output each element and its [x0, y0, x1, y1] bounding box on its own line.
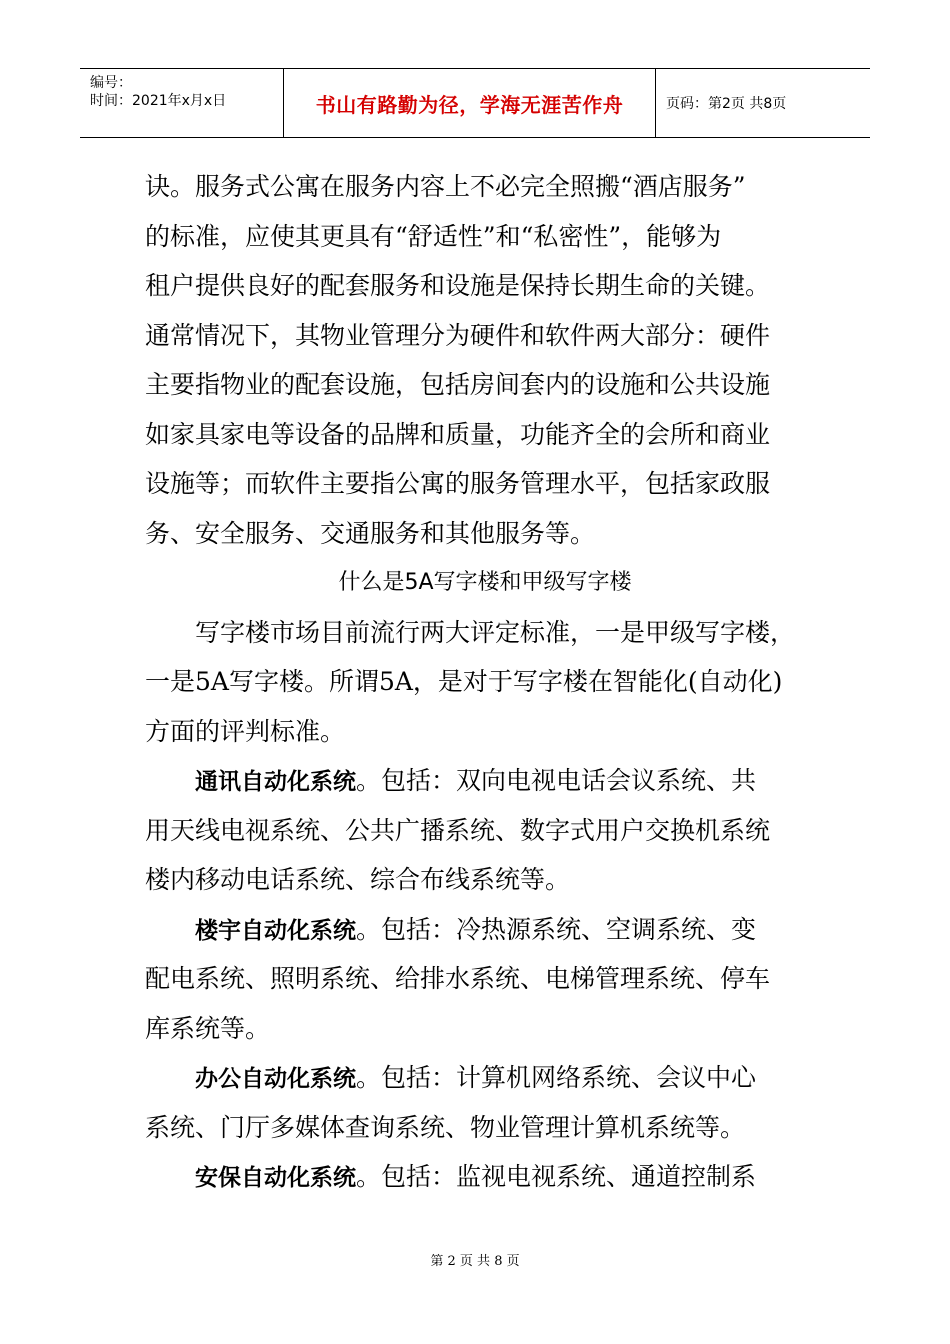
- text-line: 配电系统、照明系统、给排水系统、电梯管理系统、停车: [145, 964, 771, 993]
- header-info-cell: [80, 69, 284, 137]
- text-line: 方面的评判标准。: [145, 716, 346, 746]
- text-line: 如家具家电等设备的品牌和质量，功能齐全的会所和商业: [145, 419, 771, 449]
- subsection-title: 办公自动化系统: [195, 1066, 356, 1092]
- text-line: 用天线电视系统、公共广播系统、数字式用户交换机系统: [145, 815, 771, 845]
- text-line: 一是5A写字楼。所谓5A，是对于写字楼在智能化(自动化): [145, 667, 783, 696]
- text-line: 设施等；而软件主要指公寓的服务管理水平，包括家政服: [145, 469, 771, 498]
- subsection-first-line: [145, 905, 825, 955]
- text-line: 诀。服务式公寓在服务内容上不必完全照搬“酒店服务”: [145, 172, 746, 201]
- text-line: 租户提供良好的配套服务和设施是保持长期生命的关键。: [145, 271, 771, 300]
- text-line: 的标准，应使其更具有“舒适性”和“私密性”，能够为: [145, 221, 722, 251]
- subsection-text: 。包括：双向电视电话会议系统、共: [356, 766, 757, 795]
- subsection-first-line: [145, 1053, 825, 1103]
- page-header: [80, 68, 870, 138]
- text-line: 主要指物业的配套设施，包括房间套内的设施和公共设施: [145, 370, 771, 399]
- subsection-title: 楼宇自动化系统: [195, 917, 356, 944]
- header-motto: 书山有路勤为径，学海无涯苦作舟: [315, 92, 624, 117]
- header-page-number: 页码：第2页 共8页: [666, 96, 787, 112]
- section-heading: 什么是5A写字楼和甲级写字楼: [338, 570, 632, 595]
- page-footer: 第 2 页 共 8 页: [430, 1254, 520, 1269]
- subsection-text: 。包括：冷热源系统、空调系统、变: [356, 914, 757, 944]
- header-page-cell: [656, 69, 870, 137]
- subsection-first-line: [145, 756, 825, 806]
- subsection-text: 。包括：监视电视系统、通道控制系: [356, 1162, 757, 1191]
- subsection-text: 。包括：计算机网络系统、会议中心: [356, 1063, 757, 1092]
- subsection-title: 安保自动化系统: [195, 1165, 356, 1191]
- text-line: 通常情况下，其物业管理分为硬件和软件两大部分：硬件: [145, 320, 771, 350]
- text-line: 系统、门厅多媒体查询系统、物业管理计算机系统等。: [145, 1112, 746, 1142]
- text-line: 楼内移动电话系统、综合布线系统等。: [145, 865, 571, 894]
- document-number-label: 编号：: [90, 75, 132, 91]
- text-line: 务、安全服务、交通服务和其他服务等。: [145, 518, 596, 548]
- header-motto-cell: [284, 69, 656, 137]
- subsection-first-line: [145, 1152, 825, 1202]
- text-line: 写字楼市场目前流行两大评定标准，一是甲级写字楼，: [195, 617, 796, 647]
- document-body: [145, 162, 825, 1202]
- text-line: 库系统等。: [145, 1013, 271, 1043]
- subsection-title: 通讯自动化系统: [195, 769, 356, 795]
- document-date-label: 时间：2021年x月x日: [90, 93, 227, 109]
